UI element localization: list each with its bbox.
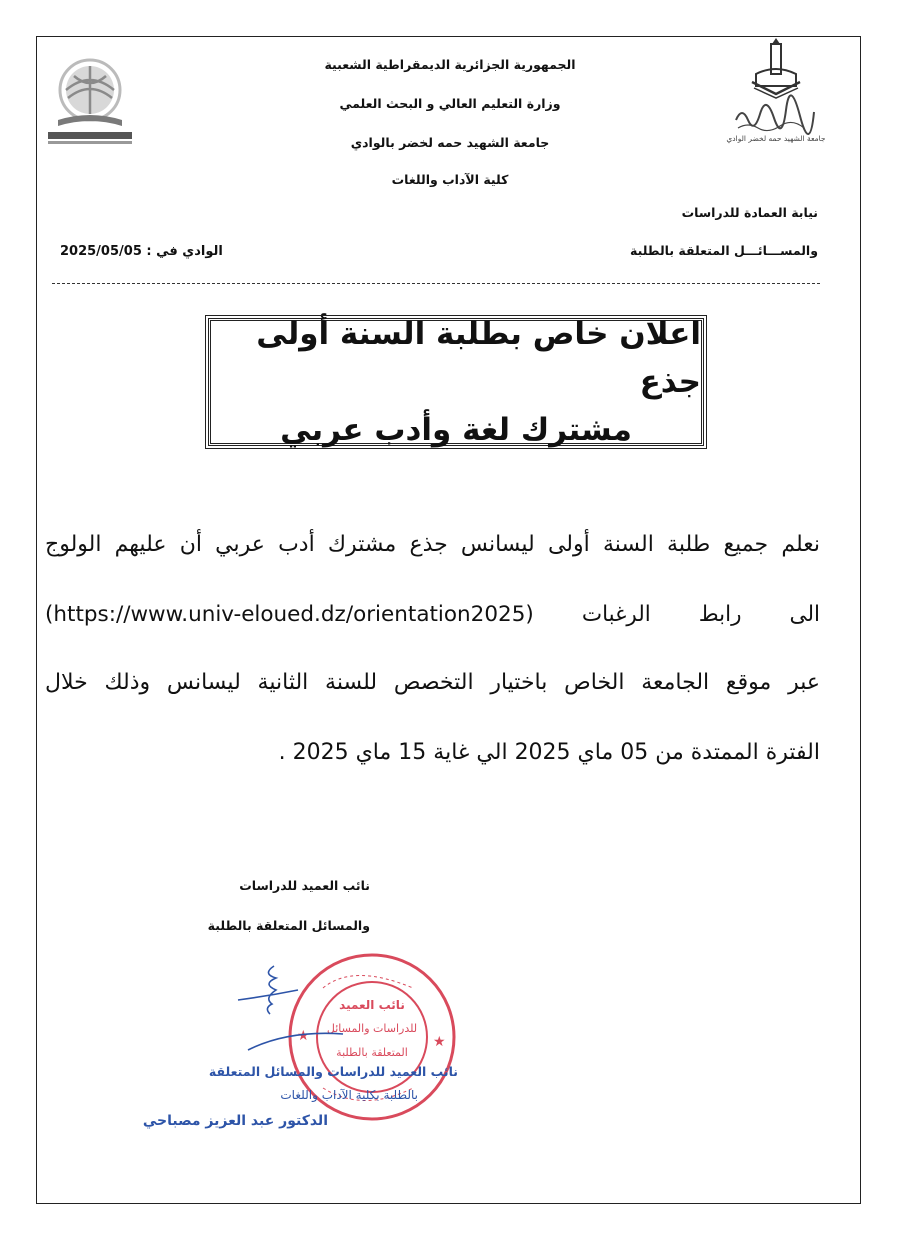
blue-signatory-line-2: بالطلبة بكلية الآداب واللغات [280, 1088, 418, 1102]
svg-text:★: ★ [297, 1028, 310, 1044]
announcement-title-line-1: اعلان خاص بطلبة السنة أولى جذع [256, 316, 701, 400]
body-line-3: عبر موقع الجامعة الخاص باختيار التخصص للسنة الثانية ليسانس وذلك خلال [45, 670, 820, 695]
body-line-2: الى رابط الرغبات (https://www.univ-eloued.dz/orientation2025) [45, 602, 820, 627]
blue-signatory-line-1: نائب العميد للدراسات والمسائل المتعلقة [208, 1064, 458, 1079]
faculty-logo-subtext: جامعة الشهيد حمه لخضر الوادي [726, 134, 826, 143]
signatory-title-1: نائب العميد للدراسات [239, 878, 370, 893]
stamp-text-1: نائب العميد [339, 998, 405, 1012]
ministry-line: وزارة التعليم العالي و البحث العلمي [339, 96, 561, 111]
republic-line: الجمهورية الجزائرية الديمقراطية الشعبية [324, 57, 576, 72]
body-line-1: نعلم جميع طلبة السنة أولى ليسانس جذع مشترك أدب عربي أن عليهم الولوج [45, 532, 820, 557]
faculty-logo [716, 36, 836, 150]
handwritten-signature [228, 960, 348, 1070]
announcement-title-line-2: مشترك لغة وأدب عربي [280, 412, 632, 448]
stamp-text-3: المتعلقة بالطلبة [336, 1046, 408, 1059]
separator-dashes [52, 283, 820, 284]
announcement-title-box [208, 318, 704, 446]
blue-signatory-name: الدكتور عبد العزيز مصباحي [142, 1113, 328, 1129]
svg-text:★: ★ [433, 1034, 446, 1050]
stamp-text-2: للدراسات والمسائل [326, 1022, 418, 1035]
university-logo [44, 50, 136, 150]
signatory-title-2: والمسائل المتعلقة بالطلبة [207, 918, 370, 933]
department-line-1: نيابة العمادة للدراسات [681, 205, 818, 220]
department-line-2: والمســـائـــل المتعلقة بالطلبة [630, 243, 818, 258]
faculty-line: كلية الآداب واللغات [391, 172, 509, 187]
body-line-4: الفترة الممتدة من 05 ماي 2025 الي غاية 15 ماي 2025 . [278, 740, 820, 765]
document-date: الوادي في : 2025/05/05 [60, 244, 223, 259]
university-line: جامعة الشهيد حمه لخضر بالوادي [350, 135, 550, 150]
